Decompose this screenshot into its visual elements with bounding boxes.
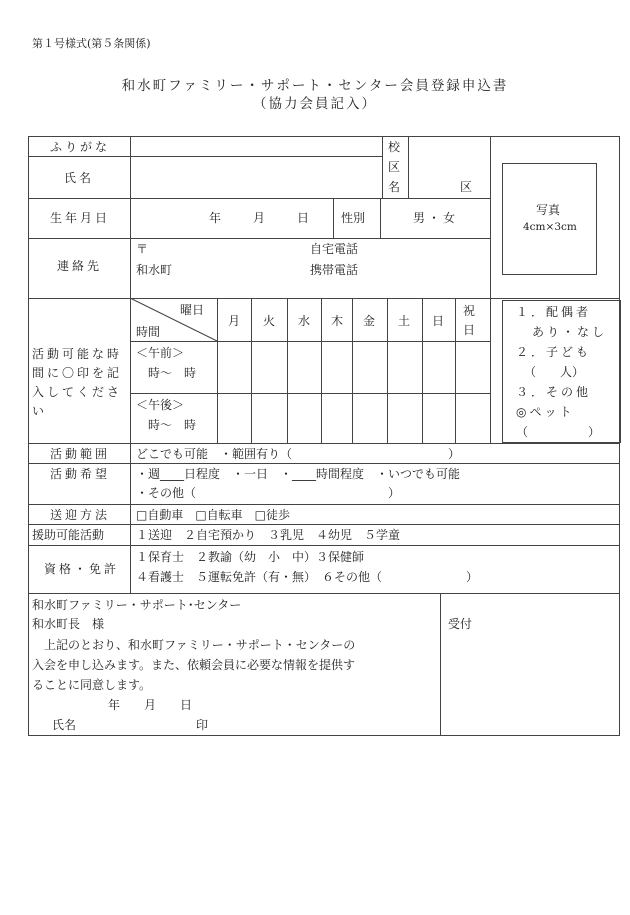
availability-label-1: 活動可能な時 [32,347,123,361]
time-header: 時間 [136,325,161,339]
children-label: ２．子ども [516,345,592,359]
license-line-1: １保育士 ２教諭（幼 小 中）３保健師 [136,550,365,564]
birth-day: 日 [297,211,310,225]
availability-label-3: 入してくださ [32,385,123,399]
school-label-3: 名 [388,180,401,194]
transport-label: 送迎方法 [50,508,111,522]
day-sun: 日 [432,314,445,328]
declaration-seal: 印 [196,718,209,732]
declaration-line-1: 上記のとおり、和水町ファミリー・サポート・センターの [32,638,356,652]
license-line-2: ４看護士 ５運転免許（有・無） ６その他（ ） [136,570,479,584]
day-holiday-2: 日 [463,323,476,337]
am-label: ＜午前＞ [136,346,185,360]
day-sat: 土 [398,314,411,328]
other-label: ３．その他 [516,385,592,399]
furigana-label: ふりがな [50,140,111,154]
sex-options: 男・女 [413,211,459,225]
name-label: 氏名 [64,171,95,185]
birth-month: 月 [253,211,266,225]
hope-label: 活動希望 [50,467,111,481]
pet-label: ◎ペット [516,405,575,419]
day-thu: 木 [331,314,344,328]
license-label: 資格・免許 [44,562,120,576]
range-label: 活動範囲 [50,447,111,461]
day-wed: 水 [298,314,311,328]
school-suffix: 区 [460,180,473,194]
declaration-line-2: 入会を申し込みます。また、依頼会員に必要な情報を提供す [32,658,356,672]
support-label: 援助可能活動 [32,528,105,542]
hope-line-2: ・その他（ ） [136,486,401,500]
sex-label: 性別 [341,211,366,225]
town-name: 和水町 [136,263,173,277]
form-title: 和水町ファミリー・サポート・センター会員登録申込書 [121,78,509,94]
range-value: どこでも可能 ・範囲有り（ ） [136,447,461,461]
photo-label: 写真 [536,203,561,217]
pm-time-range: 時～ 時 [148,418,197,432]
postal-mark: 〒 [136,242,149,256]
home-phone-label: 自宅電話 [310,242,359,256]
day-fri: 金 [363,314,376,328]
availability-label-2: 間に〇印を記 [32,366,123,380]
reception-label: 受付 [448,617,473,631]
spouse-label: １．配偶者 [516,305,592,319]
declaration-date: 年 月 日 [108,698,193,712]
declaration-line-3: ることに同意します。 [32,678,152,692]
form-id: 第１号様式(第５条関係) [32,37,151,50]
birth-year: 年 [209,211,222,225]
declaration-org: 和水町ファミリー・サポート･センター [32,598,242,612]
school-label-2: 区 [388,160,401,174]
day-mon: 月 [228,314,241,328]
spouse-options: あり・なし [532,325,608,339]
mobile-phone-label: 携帯電話 [310,263,359,277]
weekday-header: 曜日 [180,303,205,317]
pet-paren: （ ） [516,425,601,439]
declaration-name-label: 氏名 [52,718,77,732]
day-tue: 火 [263,314,276,328]
school-label-1: 校 [388,140,401,154]
am-time-range: 時～ 時 [148,366,197,380]
hope-line-1: ・週____日程度 ・一日 ・____時間程度 ・いつでも可能 [136,467,461,481]
declaration-mayor: 和水町長 様 [32,617,105,631]
availability-label-4: い [32,404,48,418]
contact-label: 連絡先 [57,259,103,273]
support-value: １送迎 ２自宅預かり ３乳児 ４幼児 ５学童 [136,528,401,542]
birth-label: 生年月日 [50,211,111,225]
transport-value: □自動車 □自転車 □徒歩 [136,508,291,522]
photo-size: 4cm×3cm [523,221,577,233]
form-subtitle: （協力会員記入） [253,96,377,112]
children-count: （ 人） [524,365,585,379]
pm-label: ＜午後＞ [136,398,185,412]
day-holiday-1: 祝 [463,304,476,318]
